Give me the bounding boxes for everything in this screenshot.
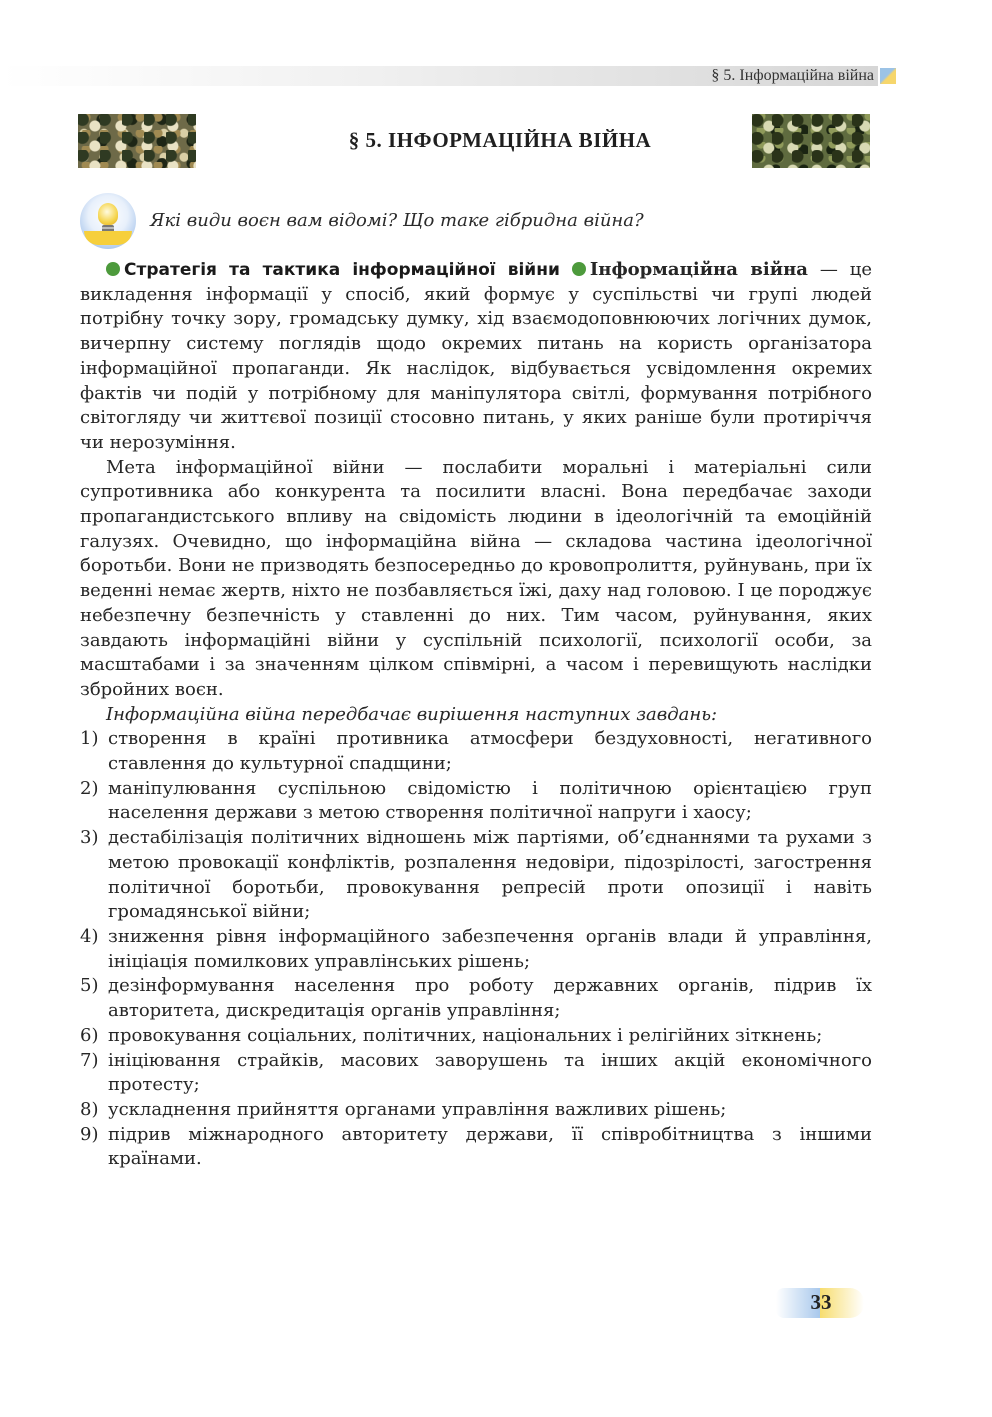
list-intro: Інформаційна війна передбачає вирішення наступних завдань: bbox=[106, 703, 718, 725]
list-item bbox=[80, 1024, 872, 1049]
list-number: 1) bbox=[80, 728, 99, 750]
task-list bbox=[80, 727, 872, 1172]
corner-mark bbox=[880, 68, 896, 84]
list-item-text: підрив міжнародного авторитету держави, її співробітництва з іншими країнами. bbox=[108, 1123, 872, 1170]
list-number: 5) bbox=[80, 975, 99, 997]
review-question: Які види воєн вам відомі? Що таке гібридна війна? bbox=[150, 210, 644, 231]
lightbulb-icon bbox=[80, 193, 136, 249]
list-number: 3) bbox=[80, 827, 99, 849]
list-item bbox=[80, 1098, 872, 1123]
bullet-dot-icon bbox=[106, 262, 120, 276]
list-number: 2) bbox=[80, 777, 99, 799]
list-item bbox=[80, 826, 872, 925]
list-item-text: ініціювання страйків, масових заворушень та інших акцій економічного протесту; bbox=[108, 1049, 872, 1096]
list-item-text: дезінформування населення про роботу державних органів, підрив їх авторитета, дискредитація органів управління; bbox=[108, 975, 872, 1022]
list-item-text: створення в країні противника атмосфери бездуховності, негативного ставлення до культурної спадщини; bbox=[108, 728, 872, 775]
list-number: 9) bbox=[80, 1123, 99, 1145]
list-item bbox=[80, 1049, 872, 1098]
bulb-glass bbox=[98, 203, 118, 225]
page-number: 33 bbox=[810, 1290, 832, 1314]
list-item bbox=[80, 777, 872, 826]
running-head: § 5. Інформаційна війна bbox=[711, 67, 874, 84]
section-title: § 5. ІНФОРМАЦІЙНА ВІЙНА bbox=[348, 128, 652, 152]
subsection-heading: Стратегія та тактика інформаційної війни bbox=[124, 260, 560, 280]
paragraph-1 bbox=[80, 258, 872, 456]
paragraph-1-text: — це викладення інформації у спосіб, який формує у суспільстві чи групі людей потрібну точку зору, громадську думку, хід взаємодоповнюючих логічних думок, вичерпну систему поглядів щодо окремих питань на користь організатора інформаційної пропаганди. Як наслідок, відбувається усвідомлення окремих фактів чи подій у потрібному для маніпулятора світлі, формування потрібного світогляду чи життєвої позиції стосовно питань, у яких раніше були протиріччя чи нерозуміння. bbox=[80, 259, 873, 453]
list-number: 6) bbox=[80, 1024, 99, 1046]
list-item bbox=[80, 974, 872, 1023]
list-item-text: зниження рівня інформаційного забезпечення органів влади й управління, ініціація помилкових управлінських рішень; bbox=[108, 925, 872, 972]
main-text bbox=[80, 258, 872, 1172]
paragraph-2: Мета інформаційної війни — послабити моральні і матеріальні сили супротивника або конкурента та посилити власні. Вона передбачає заходи пропагандистського впливу на свідомість людини в ідеологічній та емоційній галузях. Очевидно, що інформаційна війна — складова частина ідеологічної боротьби. Вони не призводять безпосередньо до кровопролиття, руйнувань, при їх веденні немає жертв, ніхто не позбавляється їжі, даху над головою. І це породжує небезпечну безпечність у ставленні до них. Тим часом, руйнування, яких завдають інформаційні війни у суспільній психології, психології особи, за масштабами і за значенням цілком співмірні, а часом і перевищують наслідки збройних воєн. bbox=[80, 456, 872, 700]
list-item bbox=[80, 727, 872, 776]
page-number-tab bbox=[776, 1286, 866, 1320]
bullet-dot-icon bbox=[572, 262, 586, 276]
list-item-text: маніпулювання суспільною свідомістю і політичною орієнтацією груп населення держави з метою створення політичної напруги і хаосу; bbox=[108, 777, 872, 824]
list-item-text: провокування соціальних, політичних, національних і релігійних зіткнень; bbox=[108, 1024, 823, 1046]
bulb-cradle bbox=[84, 231, 132, 245]
decorative-camouflage-right bbox=[752, 114, 870, 168]
defined-term: Інформаційна війна bbox=[589, 259, 808, 280]
list-number: 4) bbox=[80, 925, 99, 947]
list-item-text: ускладнення прийняття органами управління важливих рішень; bbox=[108, 1098, 727, 1120]
list-item-text: дестабілізація політичних відношень між партіями, об’єднаннями та рухами з метою провокації конфліктів, розпалення недовіри, підозрілості, загострення політичної боротьби, провокування репресій проти опозиції і навіть громадянської війни; bbox=[108, 827, 872, 923]
list-item bbox=[80, 925, 872, 974]
list-number: 7) bbox=[80, 1049, 99, 1071]
decorative-camouflage-left bbox=[78, 114, 196, 168]
list-number: 8) bbox=[80, 1098, 99, 1120]
list-item bbox=[80, 1123, 872, 1172]
